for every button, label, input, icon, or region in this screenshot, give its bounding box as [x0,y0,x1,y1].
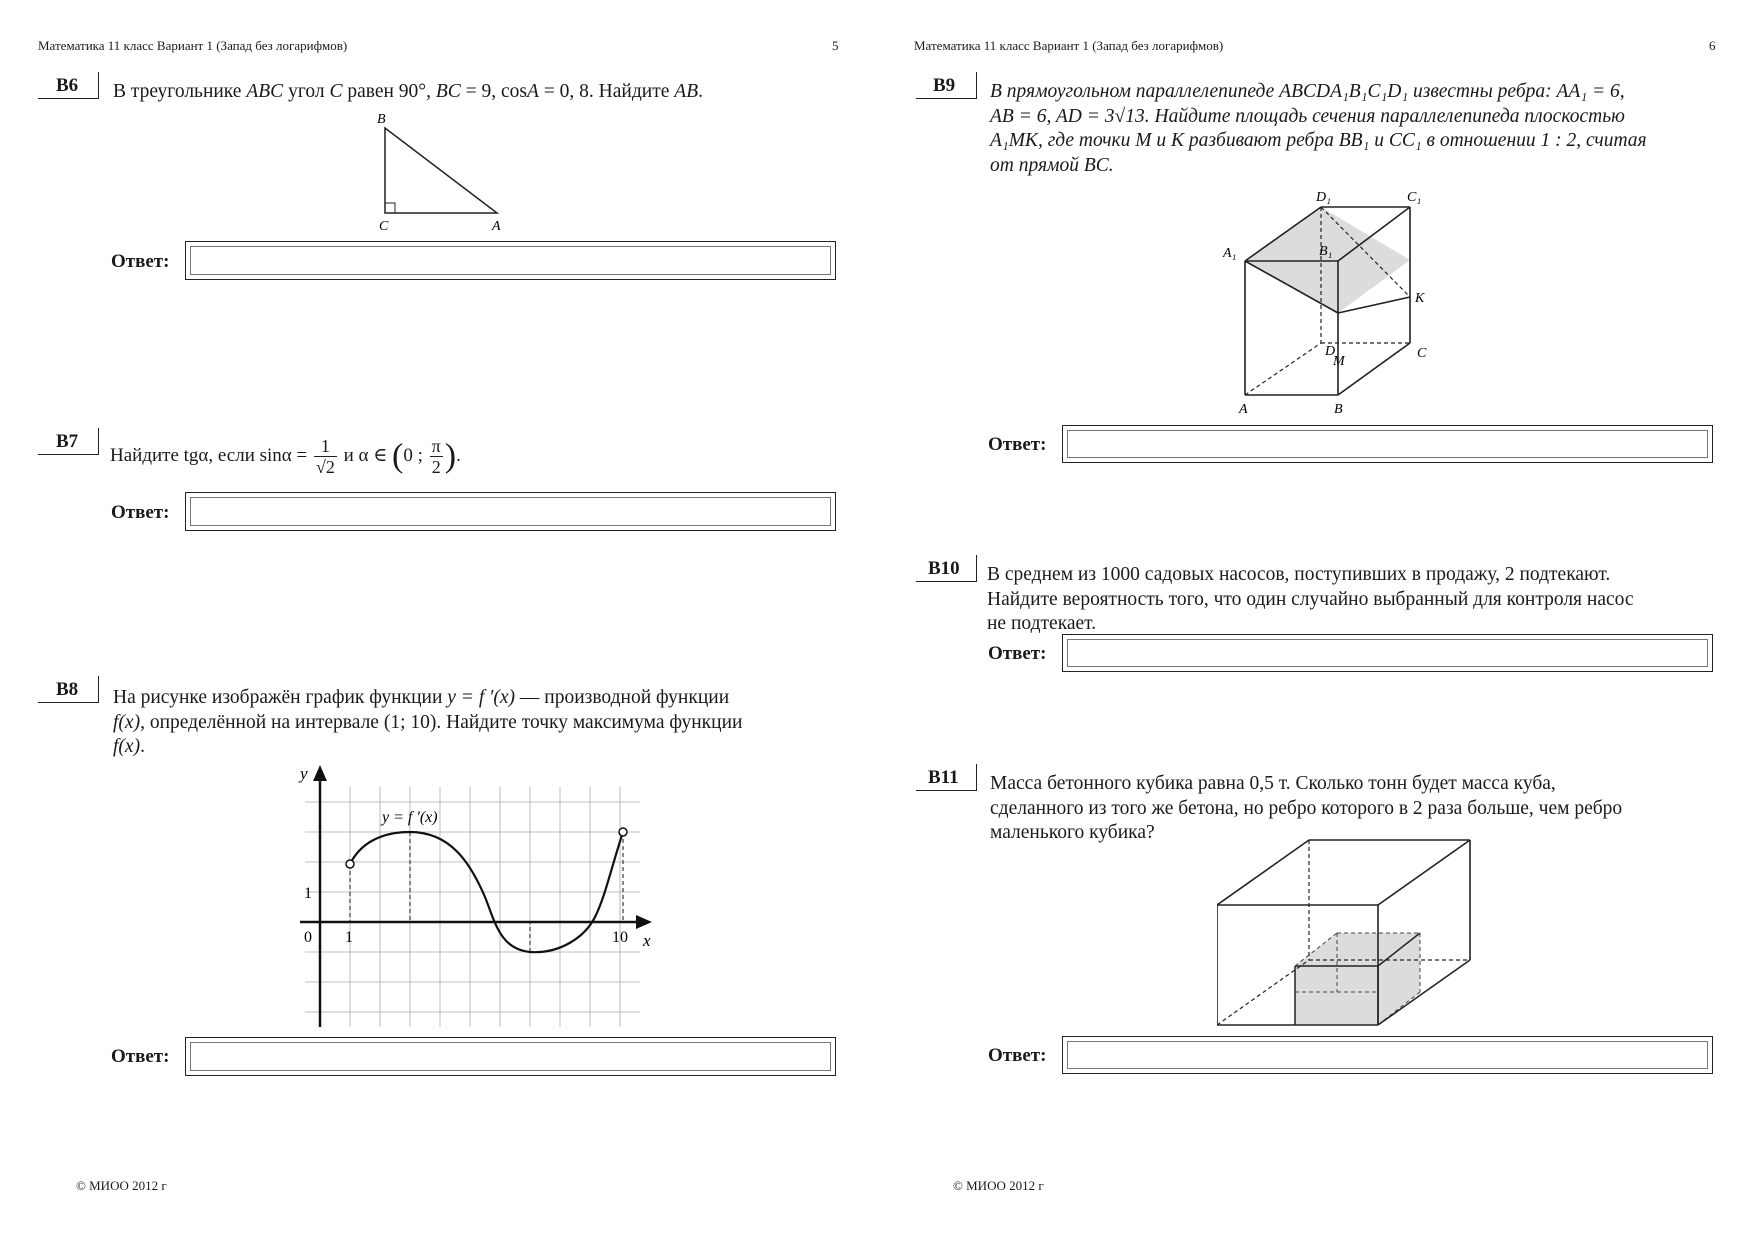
answer-label: Ответ: [988,434,1047,455]
section-plane [1245,207,1410,313]
task-label: B6 [56,75,79,96]
open-endpoint-left [346,860,354,868]
answer-box-b6[interactable] [185,241,836,280]
grid [305,787,640,1027]
answer-box-b7[interactable] [185,492,836,531]
small-cube [1295,933,1420,1025]
page-header: Математика 11 класс Вариант 1 (Запад без логарифмов) [914,38,1224,53]
origin-label: 0 [304,929,312,946]
parallelepiped-figure [1199,185,1459,420]
page-footer: © МИОО 2012 г [953,1178,1044,1193]
vertex-a1-label: A₁ [1223,246,1237,261]
page-number: 5 [832,38,839,53]
answer-label: Ответ: [111,1046,170,1067]
vertex-b-label: B [1334,402,1343,417]
task-label: B9 [933,75,956,96]
page-number: 6 [1709,38,1716,53]
answer-label: Ответ: [988,1045,1047,1066]
answer-label: Ответ: [111,502,170,523]
point-k-label: K [1415,291,1425,306]
curve-label: y = f ′(x) [382,809,438,826]
cubes-figure [1217,835,1477,1031]
vertex-c1-label: C₁ [1407,190,1422,205]
y-tick-1-label: 1 [304,885,312,902]
y-axis-label: y [300,764,308,783]
vertex-b-label: B [377,112,386,127]
x-tick-10-label: 10 [612,929,628,946]
question-text: Масса бетонного кубика равна 0,5 т. Сколько тонн будет масса куба, сделанного из того же бетона, но ребро которого в 2 раза больше, чем ребро маленького кубика? [990,773,1623,843]
vertex-d-label: D [1325,344,1336,359]
answer-label: Ответ: [988,643,1047,664]
fraction-pi: $\frac{\pi}{2}$ [431,436,441,478]
answer-box-b9[interactable] [1062,425,1713,463]
answer-label: Ответ: [111,251,170,272]
vertex-a-label: A [492,219,501,234]
answer-box-b10[interactable] [1062,634,1713,672]
vertex-b1-label: B₁ [1319,244,1333,259]
vertex-c-label: C [1417,346,1427,361]
fraction-sin: $\frac{1}{√2}$ [315,436,335,478]
task-label: B10 [928,558,960,579]
question-text: Найдите tgα, если sinα = $\frac{1}{√2}$ и α ∈ (0 ; $\frac{\pi}{2}$ ). [110,436,461,478]
answer-box-b11[interactable] [1062,1036,1713,1074]
task-label: B11 [928,767,959,788]
x-tick-1-label: 1 [345,929,353,946]
question-text: В треугольнике ABC угол C равен 90°, BC = 9, cosA = 0, 8. Найдите AB. [113,81,703,102]
question-text: На рисунке изображён график функции y = f ′(x) — производной функции f(x), определённой на интервале (1; 10). Найдите точку максимума функции f(x). [113,687,743,757]
question-text: В прямоугольном параллелепипеде ABCDA₁B₁C₁D₁ известны ребра: AA₁ = 6, AB = 6, AD = 3√13. Найдите площадь сечения параллелепипеда плоскостью A₁MK, где точки M и K разбивают ребра BB₁ и CC₁ в отношении 1 : 2, считая от прямой BC. [990,81,1647,176]
answer-box-b8[interactable] [185,1037,836,1076]
point-m-label: M [1333,354,1345,369]
x-axis-label: x [643,931,651,950]
page-footer: © МИОО 2012 г [76,1178,167,1193]
vertex-c-label: C [379,219,389,234]
right-page [877,0,1754,1239]
triangle-figure [360,105,510,235]
derivative-graph [290,762,660,1032]
open-endpoint-right [619,828,627,836]
vertex-a-label: A [1239,402,1248,417]
page-header: Математика 11 класс Вариант 1 (Запад без логарифмов) [38,38,348,53]
task-label: B7 [56,431,79,452]
question-text: В среднем из 1000 садовых насосов, поступивших в продажу, 2 подтекают. Найдите вероятность того, что один случайно выбранный для контроля насос не подтекает. [987,564,1634,634]
task-label: B8 [56,679,79,700]
vertex-d1-label: D₁ [1316,190,1331,205]
